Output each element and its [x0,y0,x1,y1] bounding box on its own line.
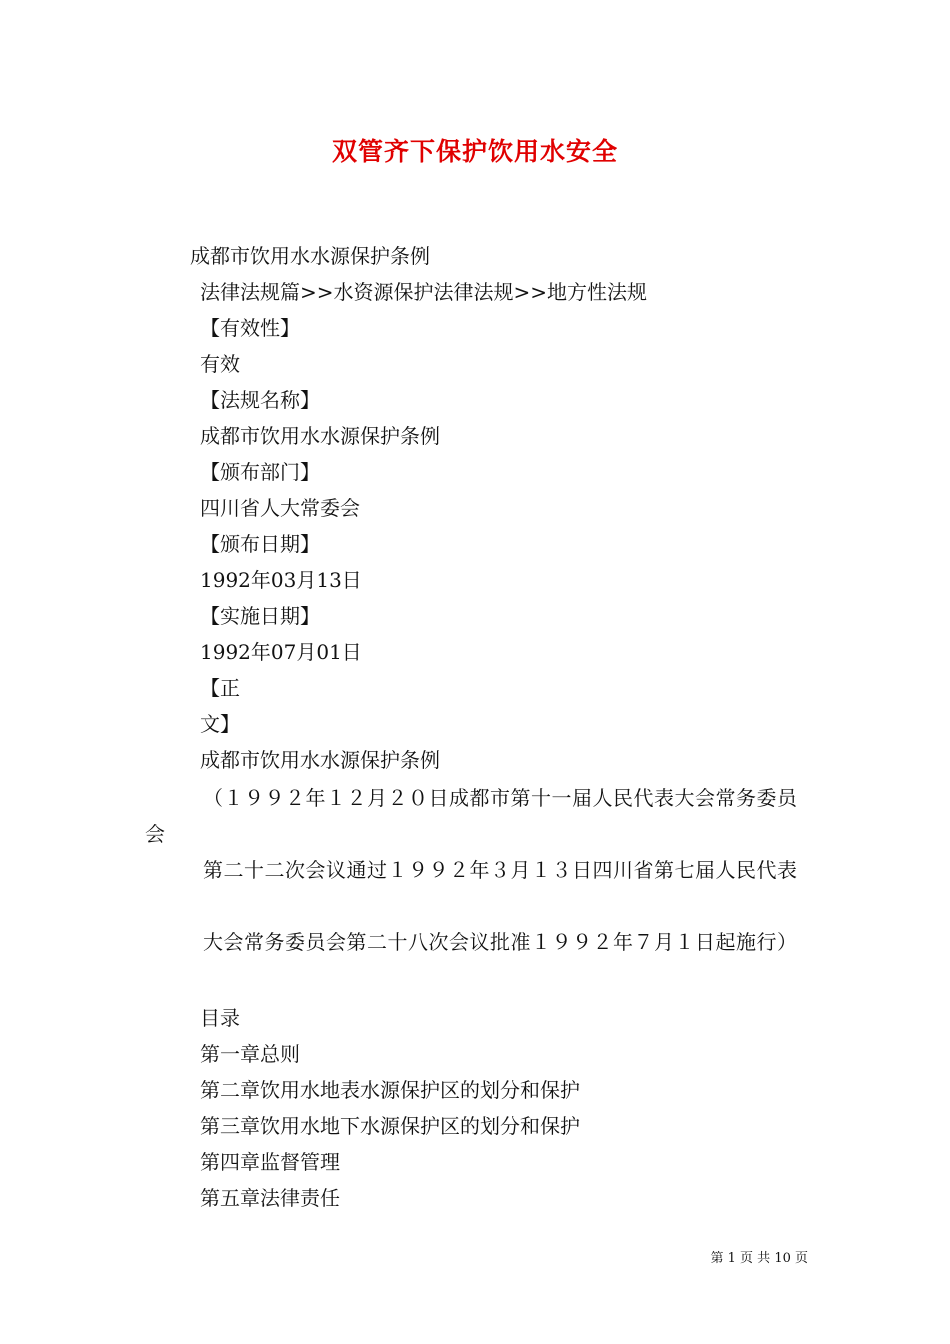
body-line: 【有效性】 [200,316,300,340]
body-paragraph: 大会常务委员会第二十八次会议批准１９９２年７月１日起施行） [203,930,798,954]
toc-item: 第四章监督管理 [200,1150,340,1174]
body-paragraph: 第二十二次会议通过１９９２年３月１３日四川省第七届人民代表 [203,858,798,882]
body-line: 【颁布部门】 [200,460,320,484]
body-line: 法律法规篇>>水资源保护法律法规>>地方性法规 [200,280,648,304]
body-line: 四川省人大常委会 [200,496,360,520]
body-line: 1992年03月13日 [200,568,362,592]
body-line: 【法规名称】 [200,388,320,412]
body-line: 【实施日期】 [200,604,320,628]
toc-item: 第二章饮用水地表水源保护区的划分和保护 [200,1078,580,1102]
body-line: 成都市饮用水水源保护条例 [200,424,440,448]
toc-item: 第五章法律责任 [200,1186,340,1210]
body-line: 成都市饮用水水源保护条例 [190,244,430,268]
toc-item: 第三章饮用水地下水源保护区的划分和保护 [200,1114,580,1138]
document-title: 双管齐下保护饮用水安全 [331,137,618,166]
page-number-footer: 第 1 页 共 10 页 [710,1251,808,1266]
body-line: 有效 [200,352,240,376]
body-paragraph: （１９９２年１２月２０日成都市第十一届人民代表大会常务委员会 [145,786,798,846]
body-line: 【颁布日期】 [200,532,320,556]
body-line: 1992年07月01日 [200,640,362,664]
body-line: 文】 [200,712,240,736]
toc-item: 第一章总则 [200,1042,300,1066]
body-line: 成都市饮用水水源保护条例 [200,748,440,772]
toc-heading: 目录 [200,1006,240,1030]
body-line: 【正 [200,676,240,700]
